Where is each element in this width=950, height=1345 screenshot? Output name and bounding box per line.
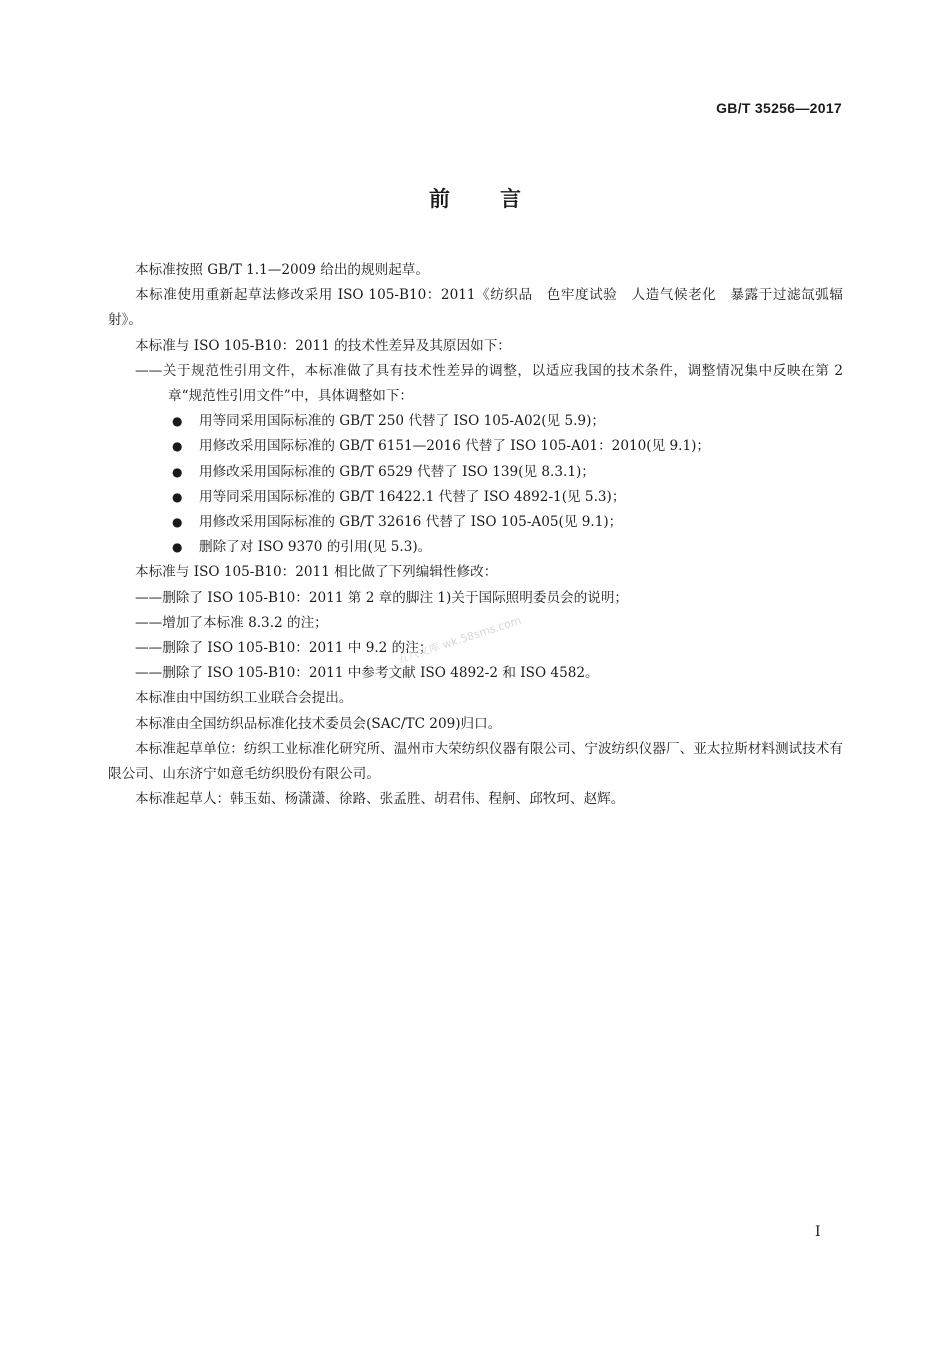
dash-item: ——删除了 ISO 105-B10：2011 中 9.2 的注； [135,640,433,657]
page-number: I [815,1224,821,1240]
standard-code: GB/T 35256—2017 [716,100,842,116]
dash-item-normative-references: ——关于规范性引用文件，本标准做了具有技术性差异的调整，以适应我国的技术条件，调整情况集中反映在第 2 章“规范性引用文件”中，具体调整如下： [135,362,843,405]
list-item-text: 用修改采用国际标准的 GB/T 6529 代替了 ISO 139(见 8.3.1)； [199,463,595,480]
bullet-icon: ● [172,464,183,479]
watermark-text: 五八文库 wk.58sms.com [395,613,523,667]
paragraph-drafting-rules: 本标准按照 GB/T 1.1—2009 给出的规则起草。 [135,262,429,278]
list-item [108,434,843,459]
bullet-icon: ● [172,439,183,454]
list-item-text: 用等同采用国际标准的 GB/T 250 代替了 ISO 105-A02(见 5.9)； [199,413,605,430]
list-item [108,535,843,560]
paragraph-editorial-changes: 本标准与 ISO 105-B10：2011 相比做了下列编辑性修改： [135,564,498,581]
paragraph-technical-differences: 本标准与 ISO 105-B10：2011 的技术性差异及其原因如下： [135,337,511,354]
bullet-icon: ● [172,515,183,530]
list-item-text: 删除了对 ISO 9370 的引用(见 5.3)。 [199,539,432,556]
paragraph-drafters: 本标准起草人：韩玉茹、杨潇潇、徐路、张孟胜、胡君伟、程舸、邱牧珂、赵辉。 [135,791,625,808]
paragraph-proposer: 本标准由中国纺织工业联合会提出。 [135,690,353,707]
page-title: 前言 [429,187,571,211]
paragraph-drafting-units: 本标准起草单位：纺织工业标准化研究所、温州市大荣纺织仪器有限公司、宁波纺织仪器厂、亚太拉斯材料测试技术有限公司、山东济宁如意毛纺织股份有限公司。 [108,740,843,783]
list-item [108,485,843,510]
list-item-text: 用等同采用国际标准的 GB/T 16422.1 代替了 ISO 4892-1(见 5.3)； [199,488,626,505]
paragraph-adoption: 本标准使用重新起草法修改采用 ISO 105-B10：2011《纺织品 色牢度试验 人造气候老化 暴露于过滤氙弧辐射》。 [108,287,843,329]
paragraph-committee: 本标准由全国纺织品标准化技术委员会(SAC/TC 209)归口。 [135,715,502,732]
list-item [108,510,843,535]
bullet-icon: ● [172,540,183,555]
list-item [108,409,843,434]
dash-item: ——增加了本标准 8.3.2 的注； [135,614,328,631]
list-item-text: 用修改采用国际标准的 GB/T 6151—2016 代替了 ISO 105-A01：2010(见 9.1)； [199,438,711,455]
dash-item: ——删除了 ISO 105-B10：2011 中参考文献 ISO 4892-2 和 ISO 4582。 [135,665,599,682]
bullet-icon: ● [172,489,183,504]
bullet-icon: ● [172,414,183,429]
list-item-text: 用修改采用国际标准的 GB/T 32616 代替了 ISO 105-A05(见 9.1)； [199,514,623,531]
dash-item: ——删除了 ISO 105-B10：2011 第 2 章的脚注 1)关于国际照明委员会的说明； [135,589,629,606]
document-body [108,258,843,812]
list-item [108,460,843,485]
